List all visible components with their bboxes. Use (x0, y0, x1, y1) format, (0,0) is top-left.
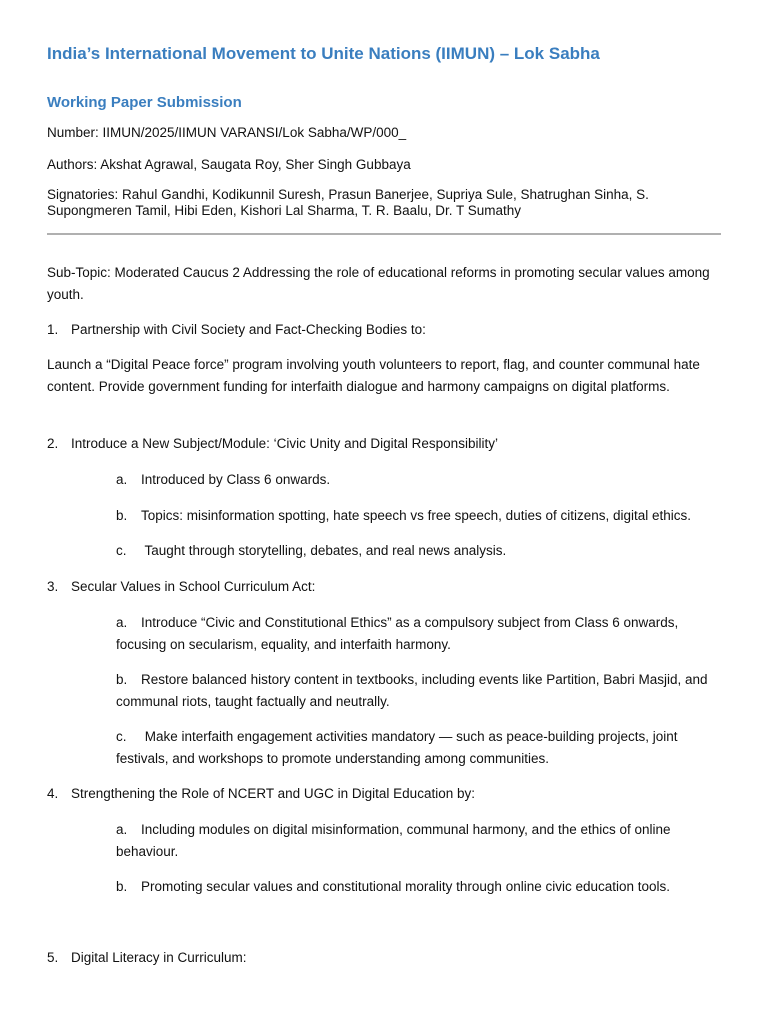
document-subtitle: Working Paper Submission (47, 94, 242, 111)
sub-list-item (116, 819, 728, 862)
subtopic-paragraph: Sub-Topic: Moderated Caucus 2 Addressing the role of educational reforms in promoting secular values among youth. (47, 265, 710, 302)
sub-list-item (116, 505, 728, 527)
list-item (47, 576, 727, 598)
sub-list-item (116, 469, 728, 491)
sub-list-item-text: Topics: misinformation spotting, hate speech vs free speech, duties of citizens, digital ethics. (141, 508, 692, 523)
list-item-number: 3. (47, 579, 59, 594)
list-item-number: 5. (47, 950, 59, 965)
sub-list-item-letter: a. (116, 472, 128, 487)
list-item-number: 4. (47, 786, 59, 801)
sub-list-item-text: Introduce “Civic and Constitutional Ethics” as a compulsory subject from Class 6 onwards, focusing on secularism, equality, and interfaith harmony. (116, 615, 679, 652)
sub-list-item-text: Including modules on digital misinformation, communal harmony, and the ethics of online behaviour. (116, 822, 671, 859)
sub-list-item-letter: b. (116, 879, 128, 894)
sub-list-item (116, 876, 728, 898)
list-item (47, 319, 727, 341)
sub-list-item-letter: c. (116, 729, 127, 744)
sub-list-item-text: Taught through storytelling, debates, and real news analysis. (141, 543, 507, 558)
sub-list-item-text: Make interfaith engagement activities mandatory — such as peace-building projects, joint festivals, and workshops to promote understanding among communities. (116, 729, 678, 766)
list-item-paragraph: Launch a “Digital Peace force” program involving youth volunteers to report, flag, and counter communal hate content. Provide government funding for interfaith dialogue and harmony campaigns on digital platforms. (47, 357, 700, 394)
sub-list-item-letter: a. (116, 615, 128, 630)
list-item (47, 783, 727, 805)
authors-line: Authors: Akshat Agrawal, Saugata Roy, Sher Singh Gubbaya (47, 157, 411, 172)
paper-number: Number: IIMUN/2025/IIMUN VARANSI/Lok Sabha/WP/000_ (47, 125, 407, 140)
sub-list-item (116, 612, 728, 655)
sub-list-item (116, 726, 728, 769)
list-item-number: 2. (47, 436, 59, 451)
horizontal-divider (47, 233, 721, 235)
list-item-text: Secular Values in School Curriculum Act: (71, 579, 316, 594)
list-item-text: Strengthening the Role of NCERT and UGC in Digital Education by: (71, 786, 475, 801)
list-item (47, 947, 727, 969)
list-item-text: Partnership with Civil Society and Fact-Checking Bodies to: (71, 322, 426, 337)
list-item (47, 433, 727, 455)
list-item-text: Digital Literacy in Curriculum: (71, 950, 247, 965)
sub-list-item-letter: b. (116, 508, 128, 523)
list-item-text: Introduce a New Subject/Module: ‘Civic Unity and Digital Responsibility’ (71, 436, 498, 451)
sub-list-item-letter: c. (116, 543, 127, 558)
list-item-number: 1. (47, 322, 59, 337)
signatories-line: Signatories: Rahul Gandhi, Kodikunnil Suresh, Prasun Banerjee, Supriya Sule, Shatrughan Sinha, S. Supongmeren Tamil, Hibi Eden, Kishori Lal Sharma, T. R. Baalu, Dr. T Sumathy (47, 187, 649, 218)
sub-list-item-text: Promoting secular values and constitutional morality through online civic education tools. (141, 879, 671, 894)
document-title: India’s International Movement to Unite Nations (IIMUN) – Lok Sabha (47, 44, 600, 63)
sub-list-item (116, 540, 728, 562)
sub-list-item-text: Restore balanced history content in textbooks, including events like Partition, Babri Masjid, and communal riots, taught factually and neutrally. (116, 672, 708, 709)
sub-list-item-text: Introduced by Class 6 onwards. (141, 472, 331, 487)
sub-list-item-letter: a. (116, 822, 128, 837)
sub-list-item (116, 669, 728, 712)
sub-list-item-letter: b. (116, 672, 128, 687)
